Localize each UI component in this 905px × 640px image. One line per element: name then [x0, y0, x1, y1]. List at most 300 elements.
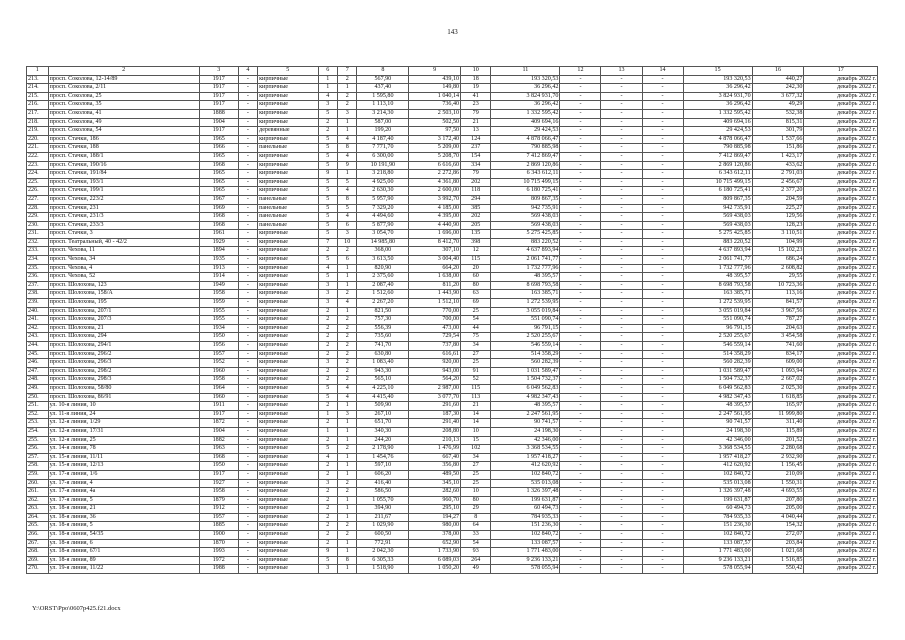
table-cell: 943,30: [357, 367, 409, 376]
table-cell: 1 476,99: [409, 445, 461, 454]
table-cell: -: [238, 101, 257, 110]
table-cell: 1911: [199, 402, 238, 411]
table-cell: кирпичные: [258, 290, 318, 299]
table-cell: декабрь 2022 г.: [804, 505, 878, 514]
table-cell: 291,40: [409, 419, 461, 428]
table-cell: -: [560, 307, 601, 316]
table-cell: 2: [338, 488, 357, 497]
table-cell: 240.: [27, 307, 49, 316]
table-cell: просп. Шолохова, 123: [48, 281, 199, 290]
table-cell: -: [238, 556, 257, 565]
table-cell: 207,80: [752, 496, 804, 505]
table-cell: -: [238, 256, 257, 265]
table-cell: декабрь 2022 г.: [804, 92, 878, 101]
table-cell: кирпичные: [258, 333, 318, 342]
table-cell: 4 637 893,94: [683, 247, 752, 256]
table-cell: просп. Театральный, 40 - 42/2: [48, 238, 199, 247]
table-cell: 36 296,42: [491, 84, 560, 93]
table-cell: просп. Шолохова, 298/3: [48, 376, 199, 385]
table-cell: 48 395,57: [491, 402, 560, 411]
table-cell: -: [560, 505, 601, 514]
table-cell: 439,10: [409, 75, 461, 84]
table-cell: 218.: [27, 118, 49, 127]
table-cell: 4 225,10: [357, 384, 409, 393]
table-cell: кирпичные: [258, 152, 318, 161]
table-cell: просп. Шолохова, 207/1: [48, 307, 199, 316]
table-cell: кирпичные: [258, 307, 318, 316]
table-cell: кирпичные: [258, 170, 318, 179]
table-cell: 2: [338, 359, 357, 368]
table-cell: -: [560, 75, 601, 84]
table-cell: -: [601, 144, 642, 153]
table-cell: просп. Стачки, 231/3: [48, 213, 199, 222]
table-cell: 267,10: [357, 410, 409, 419]
table-cell: -: [601, 359, 642, 368]
table-cell: 1917: [199, 127, 238, 136]
table-row: [27, 419, 878, 428]
table-cell: 93: [461, 548, 491, 557]
table-cell: 208,80: [409, 427, 461, 436]
table-row: [27, 213, 878, 222]
table-cell: -: [601, 127, 642, 136]
table-cell: 205,00: [752, 505, 804, 514]
table-cell: 340,30: [357, 427, 409, 436]
table-cell: 334: [461, 161, 491, 170]
table-cell: 652,90: [409, 539, 461, 548]
table-cell: декабрь 2022 г.: [804, 127, 878, 136]
table-cell: кирпичные: [258, 281, 318, 290]
table-cell: 1917: [199, 92, 238, 101]
table-cell: 3: [338, 230, 357, 239]
table-cell: 2: [338, 92, 357, 101]
table-cell: декабрь 2022 г.: [804, 376, 878, 385]
table-cell: -: [601, 170, 642, 179]
table-cell: 5: [318, 273, 337, 282]
table-cell: декабрь 2022 г.: [804, 367, 878, 376]
table-cell: 236.: [27, 273, 49, 282]
table-cell: 255.: [27, 436, 49, 445]
table-cell: 409 694,16: [683, 118, 752, 127]
table-cell: 254.: [27, 427, 49, 436]
table-cell: 578 055,94: [491, 565, 560, 574]
table-cell: -: [238, 402, 257, 411]
table-cell: 920,00: [409, 359, 461, 368]
table-cell: 1 618,85: [752, 393, 804, 402]
table-cell: -: [601, 531, 642, 540]
table-cell: -: [642, 161, 683, 170]
table-cell: ул. 15-я линия, 12/13: [48, 462, 199, 471]
table-cell: -: [238, 273, 257, 282]
table-cell: 1870: [199, 539, 238, 548]
table-cell: 42 346,00: [683, 436, 752, 445]
table-cell: 736,40: [409, 101, 461, 110]
table-cell: 60: [461, 273, 491, 282]
table-cell: декабрь 2022 г.: [804, 84, 878, 93]
table-cell: 4 878 066,47: [683, 135, 752, 144]
table-cell: 202: [461, 178, 491, 187]
table-cell: 187,30: [409, 410, 461, 419]
table-cell: просп. Стачки, 186: [48, 135, 199, 144]
table-cell: -: [238, 92, 257, 101]
table-cell: 1 083,40: [357, 359, 409, 368]
table-cell: 1 113,10: [357, 101, 409, 110]
table-cell: 1: [338, 402, 357, 411]
table-cell: 2: [318, 436, 337, 445]
table-cell: 600,50: [357, 531, 409, 540]
table-cell: 154,32: [752, 522, 804, 531]
table-cell: 3 824 931,70: [491, 92, 560, 101]
table-cell: декабрь 2022 г.: [804, 307, 878, 316]
table-row: [27, 548, 878, 557]
table-cell: 2: [338, 531, 357, 540]
table-cell: 4: [338, 299, 357, 308]
table-cell: 10 191,90: [357, 161, 409, 170]
table-cell: 36 296,42: [683, 84, 752, 93]
table-cell: 1: [338, 127, 357, 136]
table-cell: 2: [318, 496, 337, 505]
table-cell: -: [642, 522, 683, 531]
table-cell: 1: [318, 410, 337, 419]
table-cell: кирпичные: [258, 187, 318, 196]
table-row: [27, 264, 878, 273]
table-cell: кирпичные: [258, 470, 318, 479]
table-cell: 560 282,39: [491, 359, 560, 368]
table-cell: 473,00: [409, 324, 461, 333]
table-cell: просп. Стачки, 193/1: [48, 178, 199, 187]
table-cell: 509,90: [357, 402, 409, 411]
table-cell: -: [601, 178, 642, 187]
table-cell: просп. Чехова, 52: [48, 273, 199, 282]
table-cell: 237.: [27, 281, 49, 290]
table-cell: 1894: [199, 247, 238, 256]
table-cell: -: [601, 152, 642, 161]
table-cell: 205: [461, 221, 491, 230]
table-cell: 587,00: [357, 118, 409, 127]
table-cell: 1 696,00: [409, 230, 461, 239]
table-cell: 1879: [199, 496, 238, 505]
column-number: 12: [560, 67, 601, 76]
table-cell: 253.: [27, 419, 49, 428]
table-cell: -: [238, 350, 257, 359]
table-cell: 216.: [27, 101, 49, 110]
table-cell: -: [642, 496, 683, 505]
table-cell: 960,70: [409, 496, 461, 505]
table-cell: -: [560, 273, 601, 282]
table-cell: -: [560, 127, 601, 136]
table-cell: просп. Шолохова, 207/3: [48, 316, 199, 325]
table-cell: 1 443,90: [409, 290, 461, 299]
table-cell: 2: [338, 247, 357, 256]
table-cell: -: [642, 453, 683, 462]
table-cell: 1917: [199, 101, 238, 110]
table-cell: 48 395,57: [683, 402, 752, 411]
table-cell: 129,56: [752, 213, 804, 222]
table-cell: 34: [461, 453, 491, 462]
table-cell: -: [560, 221, 601, 230]
table-cell: ул. 12-я линия, 17/31: [48, 427, 199, 436]
table-cell: -: [601, 410, 642, 419]
table-row: [27, 462, 878, 471]
table-cell: 244,20: [357, 436, 409, 445]
table-cell: 6 305,33: [357, 556, 409, 565]
table-cell: 1: [338, 462, 357, 471]
table-cell: 4 982 347,43: [491, 393, 560, 402]
table-cell: 942 735,91: [683, 204, 752, 213]
table-cell: -: [560, 135, 601, 144]
table-cell: -: [601, 307, 642, 316]
table-row: [27, 324, 878, 333]
table-cell: 5: [318, 144, 337, 153]
table-cell: 10: [338, 238, 357, 247]
table-cell: 1 732 777,96: [491, 264, 560, 273]
table-cell: -: [601, 316, 642, 325]
table-cell: декабрь 2022 г.: [804, 256, 878, 265]
table-cell: 3 992,70: [409, 195, 461, 204]
table-cell: 258.: [27, 462, 49, 471]
table-cell: декабрь 2022 г.: [804, 393, 878, 402]
table-cell: 307,10: [409, 247, 461, 256]
table-cell: 1: [338, 419, 357, 428]
table-row: [27, 161, 878, 170]
table-cell: -: [238, 264, 257, 273]
table-cell: 4: [338, 393, 357, 402]
table-cell: -: [642, 436, 683, 445]
table-cell: -: [642, 342, 683, 351]
table-cell: 356,80: [409, 462, 461, 471]
table-cell: -: [642, 505, 683, 514]
table-cell: 282,60: [409, 488, 461, 497]
table-cell: ул. 10-я линия, 10: [48, 402, 199, 411]
table-cell: -: [560, 522, 601, 531]
table-cell: 49: [461, 565, 491, 574]
table-cell: 1961: [199, 230, 238, 239]
table-cell: -: [601, 427, 642, 436]
table-cell: 214.: [27, 84, 49, 93]
table-cell: 1955: [199, 307, 238, 316]
table-cell: 1: [338, 513, 357, 522]
table-cell: декабрь 2022 г.: [804, 436, 878, 445]
document-path-footer: Y:\ORST\Ppo\0607p425.f21.docx: [32, 605, 121, 612]
table-cell: 1 326 397,48: [683, 488, 752, 497]
table-cell: 5 275 425,85: [683, 230, 752, 239]
table-cell: 1965: [199, 152, 238, 161]
table-cell: 841,57: [752, 299, 804, 308]
table-cell: 222.: [27, 152, 49, 161]
table-cell: 1956: [199, 342, 238, 351]
table-cell: 102 840,72: [491, 470, 560, 479]
table-cell: 1914: [199, 273, 238, 282]
table-row: [27, 505, 878, 514]
table-cell: 3 214,30: [357, 109, 409, 118]
table-cell: -: [642, 230, 683, 239]
table-cell: -: [642, 445, 683, 454]
table-cell: ул. 18-я линия, 54/35: [48, 531, 199, 540]
table-row: [27, 350, 878, 359]
table-cell: декабрь 2022 г.: [804, 539, 878, 548]
table-cell: просп. Чехова, 34: [48, 256, 199, 265]
column-number: 6: [318, 67, 337, 76]
table-cell: 4 494,60: [357, 213, 409, 222]
table-cell: -: [642, 92, 683, 101]
table-cell: 3 054,70: [357, 230, 409, 239]
table-cell: -: [238, 144, 257, 153]
table-row: [27, 230, 878, 239]
table-cell: -: [560, 195, 601, 204]
table-cell: 5: [318, 556, 337, 565]
table-cell: -: [560, 247, 601, 256]
table-cell: 1950: [199, 333, 238, 342]
table-row: [27, 539, 878, 548]
table-row: [27, 342, 878, 351]
table-cell: 230.: [27, 221, 49, 230]
table-cell: 1888: [199, 109, 238, 118]
table-cell: 2: [338, 75, 357, 84]
table-cell: 5: [318, 152, 337, 161]
table-cell: ул. 18-я линия, 67/1: [48, 548, 199, 557]
table-cell: 18: [461, 75, 491, 84]
table-cell: просп. Стачки, 3: [48, 230, 199, 239]
table-cell: 700,00: [409, 316, 461, 325]
table-cell: 223.: [27, 161, 49, 170]
table-cell: 96 791,15: [683, 324, 752, 333]
table-cell: 4: [338, 187, 357, 196]
table-cell: 606,20: [357, 470, 409, 479]
table-cell: 54: [461, 539, 491, 548]
table-cell: 664,20: [409, 264, 461, 273]
table-cell: 1968: [199, 161, 238, 170]
table-cell: 2 520 255,67: [491, 333, 560, 342]
table-cell: 311,40: [752, 419, 804, 428]
column-number: 17: [804, 67, 878, 76]
table-cell: 1: [338, 170, 357, 179]
table-cell: 4 637 893,94: [491, 247, 560, 256]
table-cell: просп. Стачки, 231: [48, 204, 199, 213]
table-cell: -: [560, 161, 601, 170]
table-cell: 737,80: [409, 342, 461, 351]
table-cell: 2: [318, 462, 337, 471]
table-cell: 569 438,03: [683, 213, 752, 222]
table-cell: 741,60: [752, 342, 804, 351]
table-cell: -: [601, 273, 642, 282]
table-cell: -: [642, 367, 683, 376]
table-cell: 2: [318, 522, 337, 531]
table-cell: 4 440,90: [409, 221, 461, 230]
table-cell: 1 504 732,37: [491, 376, 560, 385]
table-cell: кирпичные: [258, 488, 318, 497]
column-number: 1: [27, 67, 49, 76]
table-cell: 1 957 418,27: [491, 453, 560, 462]
table-cell: 1 733,90: [409, 548, 461, 557]
table-cell: -: [560, 213, 601, 222]
table-cell: 1 771 483,00: [491, 548, 560, 557]
table-cell: -: [560, 92, 601, 101]
table-cell: -: [642, 273, 683, 282]
table-cell: -: [642, 256, 683, 265]
table-cell: просп. Шолохова, 21: [48, 324, 199, 333]
table-cell: 1969: [199, 204, 238, 213]
table-cell: декабрь 2022 г.: [804, 118, 878, 127]
table-cell: 502,50: [409, 118, 461, 127]
table-row: [27, 195, 878, 204]
table-cell: 2 608,82: [752, 264, 804, 273]
table-row: [27, 144, 878, 153]
table-cell: -: [601, 247, 642, 256]
table-cell: 210,09: [752, 470, 804, 479]
table-cell: ул. 17-я линия, 4а: [48, 488, 199, 497]
table-cell: 2: [338, 350, 357, 359]
table-cell: кирпичные: [258, 264, 318, 273]
table-cell: просп. Стачки, 233/3: [48, 221, 199, 230]
table-cell: -: [642, 359, 683, 368]
table-cell: 6 180 725,41: [683, 187, 752, 196]
table-cell: -: [560, 367, 601, 376]
table-cell: 10: [461, 488, 491, 497]
table-cell: 5: [318, 195, 337, 204]
table-cell: 1 272 539,95: [683, 299, 752, 308]
table-cell: 1965: [199, 170, 238, 179]
table-cell: -: [642, 376, 683, 385]
table-cell: 2 087,40: [357, 281, 409, 290]
table-row: [27, 101, 878, 110]
table-cell: 2: [338, 367, 357, 376]
table-cell: -: [560, 342, 601, 351]
table-cell: 115: [461, 384, 491, 393]
table-cell: 5 209,00: [409, 144, 461, 153]
table-cell: -: [560, 144, 601, 153]
table-cell: -: [560, 393, 601, 402]
table-cell: просп. Шолохова, 86/91: [48, 393, 199, 402]
table-cell: 883 220,52: [491, 238, 560, 247]
table-cell: 5: [318, 221, 337, 230]
table-cell: декабрь 2022 г.: [804, 402, 878, 411]
table-cell: 8 412,70: [409, 238, 461, 247]
table-cell: -: [238, 505, 257, 514]
table-cell: 9: [338, 161, 357, 170]
table-cell: 1 021,68: [752, 548, 804, 557]
table-cell: 1960: [199, 393, 238, 402]
table-row: [27, 247, 878, 256]
table-cell: 233.: [27, 247, 49, 256]
table-cell: декабрь 2022 г.: [804, 359, 878, 368]
table-cell: -: [601, 204, 642, 213]
table-cell: 8: [338, 195, 357, 204]
table-cell: 4 040,44: [752, 513, 804, 522]
table-cell: 489,50: [409, 470, 461, 479]
table-cell: -: [642, 324, 683, 333]
table-cell: 2: [318, 513, 337, 522]
table-cell: 1917: [199, 470, 238, 479]
table-cell: 772,91: [357, 539, 409, 548]
table-cell: -: [601, 402, 642, 411]
table-cell: 229.: [27, 213, 49, 222]
table-row: [27, 470, 878, 479]
table-cell: -: [642, 187, 683, 196]
column-number-row: [27, 67, 878, 76]
table-cell: 1 516,85: [752, 556, 804, 565]
table-cell: ул. 17-я линия, 4: [48, 479, 199, 488]
table-cell: декабрь 2022 г.: [804, 453, 878, 462]
table-cell: 1: [338, 281, 357, 290]
table-cell: -: [560, 264, 601, 273]
table-cell: 3 824 931,70: [683, 92, 752, 101]
table-cell: 1972: [199, 556, 238, 565]
table-cell: -: [601, 135, 642, 144]
table-cell: -: [238, 178, 257, 187]
table-cell: 301,79: [752, 127, 804, 136]
table-cell: ул. 19-я линия, 11/22: [48, 565, 199, 574]
table-cell: -: [560, 359, 601, 368]
table-cell: 9 236 133,21: [491, 556, 560, 565]
